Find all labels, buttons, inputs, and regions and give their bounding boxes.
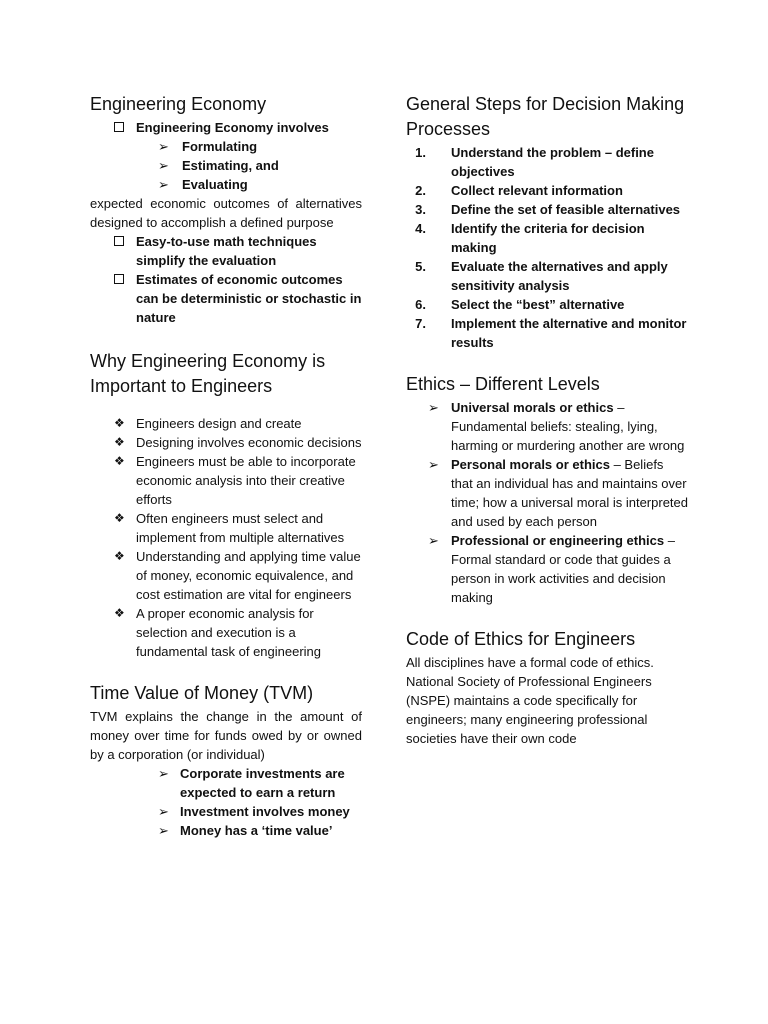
arrow-bullet-icon: ➢ xyxy=(158,766,169,781)
numbered-item: 3. Define the set of feasible alternatives xyxy=(406,200,688,219)
item-number: 1. xyxy=(415,145,426,160)
arrow-bullet-item: ➢ Formulating xyxy=(158,139,258,154)
numbered-item: 4. Identify the criteria for decision making xyxy=(406,219,688,257)
arrow-bullet-item: ➢ Professional or engineering ethics – Formal standard or code that guides a person in work activities and decision making xyxy=(428,533,675,605)
arrow-bullet-icon: ➢ xyxy=(158,804,169,819)
diamond-bullet-icon: ❖ xyxy=(114,416,125,430)
code-paragraph: All disciplines have a formal code of ethics. National Society of Professional Engineers (NSPE) maintains a code specifically for engineers; many engineering professional societies have their own code xyxy=(406,655,654,746)
diamond-bullet-icon: ❖ xyxy=(114,454,125,468)
item-number: 7. xyxy=(415,316,426,331)
arrow-bullet-icon: ➢ xyxy=(428,457,439,472)
square-bullet-icon xyxy=(114,118,132,137)
ethics-heading: Ethics – Different Levels xyxy=(406,374,600,394)
diamond-bullet-icon: ❖ xyxy=(114,549,125,563)
arrow-bullet-icon: ➢ xyxy=(158,823,169,838)
diamond-bullet-item: ❖ A proper economic analysis for selection and execution is a fundamental task of engineering xyxy=(114,606,322,659)
numbered-item: 5. Evaluate the alternatives and apply sensitivity analysis xyxy=(406,257,688,295)
square-bullet-icon xyxy=(114,270,132,289)
arrow-bullet-item: ➢ Money has a ‘time value’ xyxy=(158,823,333,838)
diamond-bullet-icon: ❖ xyxy=(114,511,125,525)
right-column xyxy=(406,92,688,748)
item-number: 4. xyxy=(415,221,426,236)
arrow-bullet-icon: ➢ xyxy=(158,139,169,154)
arrow-bullet-item: ➢ Personal morals or ethics – Beliefs that an individual has and maintains over time; how a universal moral is interpreted and used by each person xyxy=(428,457,688,529)
square-bullet-item: Estimates of economic outcomes can be deterministic or stochastic in nature xyxy=(90,270,362,327)
diamond-bullet-item: ❖ Engineers must be able to incorporate economic analysis into their creative efforts xyxy=(114,454,356,507)
numbered-item: 1. Understand the problem – define objectives xyxy=(406,143,688,181)
arrow-bullet-item: ➢ Universal morals or ethics – Fundamental beliefs: stealing, lying, harming or murdering another are wrong xyxy=(428,400,685,453)
numbered-item: 6. Select the “best” alternative xyxy=(406,295,688,314)
item-number: 6. xyxy=(415,297,426,312)
item-number: 5. xyxy=(415,259,426,274)
diamond-bullet-icon: ❖ xyxy=(114,435,125,449)
engineering-economy-heading: Engineering Economy xyxy=(90,94,267,114)
engineering-economy-paragraph: expected economic outcomes of alternatives designed to accomplish a defined purpose xyxy=(90,196,362,230)
arrow-bullet-icon: ➢ xyxy=(158,158,169,173)
numbered-item: 2. Collect relevant information xyxy=(406,181,688,200)
arrow-bullet-item: ➢ Investment involves money xyxy=(158,804,350,819)
diamond-bullet-icon: ❖ xyxy=(114,606,125,620)
arrow-bullet-item: ➢ Corporate investments are expected to earn a return xyxy=(158,766,345,800)
arrow-bullet-icon: ➢ xyxy=(158,177,169,192)
steps-heading: General Steps for Decision Making Processes xyxy=(406,94,685,139)
square-bullet-item: Engineering Economy involves xyxy=(90,118,362,137)
diamond-bullet-item: ❖ Understanding and applying time value of money, economic equivalence, and cost estimation are vital for engineers xyxy=(114,549,361,602)
diamond-bullet-item: ❖ Engineers design and create xyxy=(114,416,302,431)
arrow-bullet-icon: ➢ xyxy=(428,533,439,548)
why-heading: Why Engineering Economy is Important to Engineers xyxy=(90,351,326,396)
diamond-bullet-item: ❖ Often engineers must select and implement from multiple alternatives xyxy=(114,511,345,545)
tvm-paragraph: TVM explains the change in the amount of money over time for funds owed by or owned by a corporation (or individual) xyxy=(90,709,362,762)
left-column xyxy=(90,92,362,840)
arrow-bullet-item: ➢ Estimating, and xyxy=(158,158,279,173)
square-bullet-icon xyxy=(114,232,132,251)
item-number: 2. xyxy=(415,183,426,198)
numbered-item: 7. Implement the alternative and monitor results xyxy=(406,314,688,352)
diamond-bullet-item: ❖ Designing involves economic decisions xyxy=(114,435,362,450)
arrow-bullet-item: ➢ Evaluating xyxy=(158,177,248,192)
square-bullet-item: Easy-to-use math techniques simplify the evaluation xyxy=(90,232,362,270)
arrow-bullet-icon: ➢ xyxy=(428,400,439,415)
item-number: 3. xyxy=(415,202,426,217)
code-heading: Code of Ethics for Engineers xyxy=(406,629,636,649)
tvm-heading: Time Value of Money (TVM) xyxy=(90,683,314,703)
